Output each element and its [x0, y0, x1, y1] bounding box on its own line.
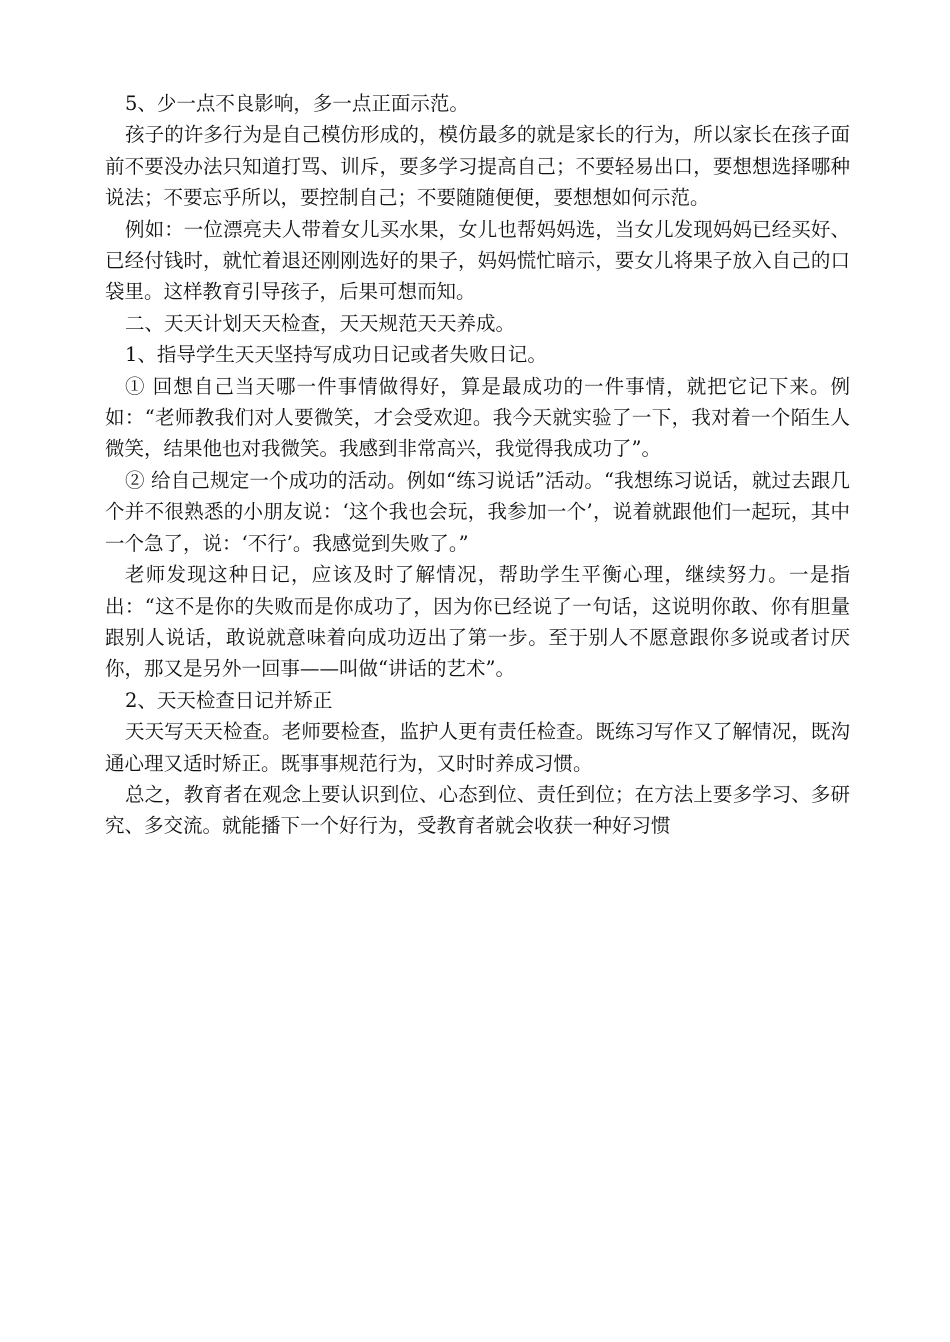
section-heading-5: 5、少一点不良影响，多一点正面示范。: [125, 92, 469, 115]
subheading-diary: 1、指导学生天天坚持写成功日记或者失败日记。: [125, 343, 547, 367]
paragraph-conclusion: 总之，教育者在观念上要认识到位、心态到位、责任到位；在方法上要多学习、多研究、多交流。就能播下一个好行为，受教育者就会收获一种好习惯: [105, 782, 850, 838]
paragraph-failure-diary: ② 给自己规定一个成功的活动。例如“练习说话”活动。“我想练习说话，就过去跟几个并不很熟悉的小朋友说：‘这个我也会玩，我参加一个’，说着就跟他们一起玩，其中一个急了，说：‘不行’。我感觉到失败了。”: [105, 468, 850, 555]
section-heading-2: 二、天天计划天天检查，天天规范天天养成。: [125, 311, 516, 335]
document-body: [105, 88, 850, 842]
subheading-check-diary: 2、天天检查日记并矫正: [125, 688, 333, 712]
paragraph-daily-check: 天天写天天检查。老师要检查，监护人更有责任检查。既练习写作又了解情况，既沟通心理又适时矫正。既事事规范行为，又时时养成习惯。: [105, 720, 850, 775]
paragraph-example-fruit: 例如：一位漂亮夫人带着女儿买水果，女儿也帮妈妈选，当女儿发现妈妈已经买好、已经付钱时，就忙着退还刚刚选好的果子，妈妈慌忙暗示，要女儿将果子放入自己的口袋里。这样教育引导孩子，后果可想而知。: [105, 217, 850, 304]
paragraph-success-diary: ① 回想自己当天哪一件事情做得好，算是最成功的一件事情，就把它记下来。例如：“老师教我们对人要微笑，才会受欢迎。我今天就实验了一下，我对着一个陌生人微笑，结果他也对我微笑。我感到非常高兴，我觉得我成功了”。: [105, 374, 850, 461]
paragraph-teacher-response: 老师发现这种日记，应该及时了解情况，帮助学生平衡心理，继续努力。一是指出：“这不是你的失败而是你成功了，因为你已经说了一句话，这说明你敢、你有胆量跟别人说话，敢说就意味着向成功迈出了第一步。至于别人不愿意跟你多说或者讨厌你，那又是另外一回事——叫做“讲话的艺术”。: [105, 563, 850, 681]
paragraph-imitation: 孩子的许多行为是自己模仿形成的，模仿最多的就是家长的行为，所以家长在孩子面前不要没办法只知道打骂、训斥，要多学习提高自己；不要轻易出口，要想想选择哪种说法；不要忘乎所以，要控制自己；不要随随便便，要想想如何示范。: [105, 123, 850, 210]
